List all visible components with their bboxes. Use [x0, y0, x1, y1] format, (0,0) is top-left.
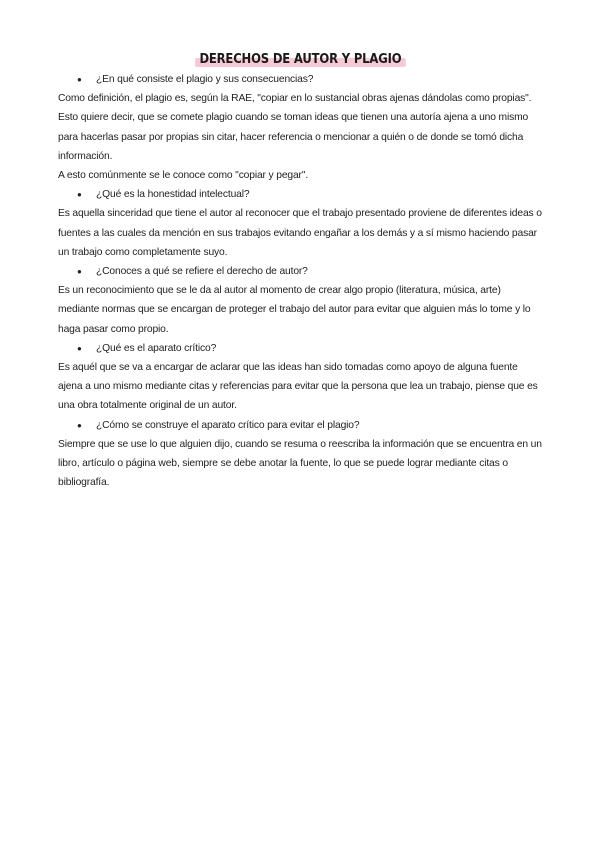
question-5 — [58, 416, 543, 435]
answer-1-paragraph-1: Como definición, el plagio es, según la RAE, "copiar en lo sustancial obras ajenas dándolas como propias". Esto quiere decir, que se comete plagio cuando se toman ideas que tienen una autoría ajena a uno mismo para hacerlas pasar por propias sin citar, hacer referencia o mencionar a quién o de donde se tomó dicha información. — [58, 93, 532, 162]
question-1-text: ¿En qué consiste el plagio y sus consecuencias? — [96, 74, 314, 85]
bullet-icon: ● — [77, 420, 82, 430]
question-4 — [58, 339, 543, 358]
question-2-text: ¿Qué es la honestidad intelectual? — [96, 189, 250, 201]
bullet-icon: ● — [77, 343, 82, 353]
bullet-icon: ● — [77, 267, 82, 277]
question-2 — [58, 185, 543, 204]
question-3 — [58, 262, 543, 281]
title-wrapper — [0, 50, 600, 68]
document-title: DERECHOS DE AUTOR Y PLAGIO — [199, 51, 401, 67]
answer-4-paragraph: Es aquél que se va a encargar de aclarar que las ideas han sido tomadas como apoyo de alguna fuente ajena a uno mismo mediante citas y referencias para evitar que la persona que lea un trabajo, piense que es una obra totalmente original de un autor. — [58, 362, 538, 412]
document-body — [58, 70, 543, 492]
question-1 — [58, 70, 543, 89]
bullet-icon: ● — [77, 75, 82, 84]
answer-3-paragraph: Es un reconocimiento que se le da al autor al momento de crear algo propio (literatura, música, arte) mediante normas que se encargan de proteger el trabajo del autor para evitar que alguien más lo tome y lo haga pasar como propio. — [58, 285, 531, 335]
answer-2-paragraph: Es aquella sinceridad que tiene el autor al reconocer que el trabajo presentado proviene de diferentes ideas o fuentes a las cuales da mención en sus trabajos evitando engañar a los demás y a sí mismo haciendo pasar un trabajo como completamente suyo. — [58, 208, 542, 258]
answer-1-paragraph-2: A esto comúnmente se le conoce como "copiar y pegar". — [58, 170, 309, 182]
bullet-icon: ● — [77, 190, 82, 200]
question-4-text: ¿Qué es el aparato crítico? — [96, 342, 217, 354]
answer-5-paragraph: Siempre que se use lo que alguien dijo, cuando se resuma o reescriba la información que se encuentra en un libro, artículo o página web, siempre se debe anotar la fuente, lo que se puede lograr mediante citas o bibliografía. — [58, 438, 542, 489]
question-3-text: ¿Conoces a qué se refiere el derecho de autor? — [96, 266, 308, 278]
question-5-text: ¿Cómo se construye el aparato crítico para evitar el plagio? — [96, 419, 360, 431]
